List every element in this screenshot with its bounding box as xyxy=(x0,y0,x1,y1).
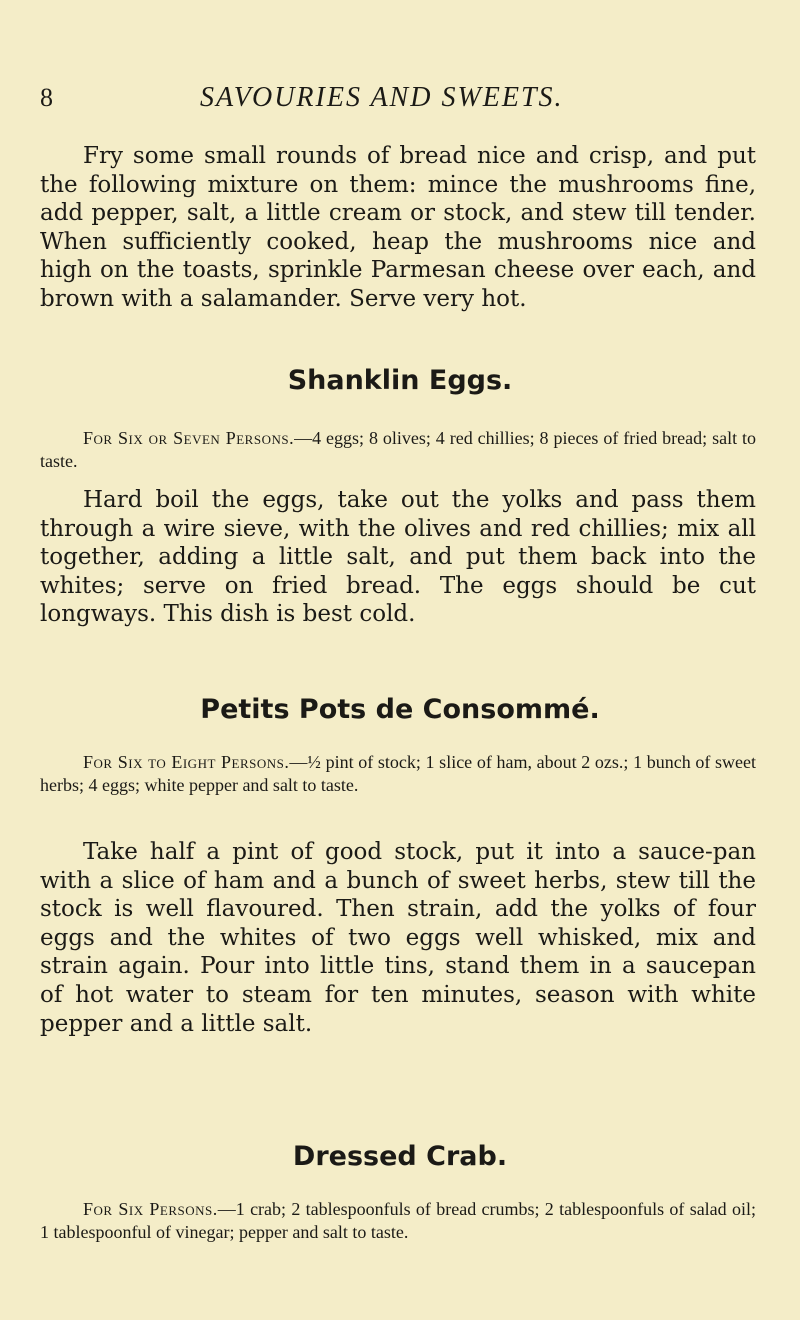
ingredients-shanklin-eggs xyxy=(40,427,756,473)
method-petits-pots: Take half a pint of good stock, put it into a sauce-pan with a slice of ham and a bunch of sweet herbs, stew till the stock is well flavoured. Then strain, add the yolks of four eggs and the whites of two eggs well whisked, mix and strain again. Pour into little tins, stand them in a saucepan of hot water to steam for ten minutes, season with white pepper and a little salt. xyxy=(40,839,756,1037)
page-number: 8 xyxy=(40,83,53,112)
ingredients-petits-pots xyxy=(40,751,756,797)
servings-petits-pots: For Six to Eight Persons. xyxy=(83,752,290,772)
servings-shanklin-eggs: For Six or Seven Persons. xyxy=(83,428,295,448)
running-title: SAVOURIES AND SWEETS. xyxy=(200,82,564,113)
method-shanklin-eggs: Hard boil the eggs, take out the yolks and pass them through a wire sieve, with the olives and red chillies; mix all together, adding a little salt, and put them back into the whites; serve on fried bread. The eggs should be cut longways. This dish is best cold. xyxy=(40,487,756,628)
ingredient-list-petits-pots: —½ pint of stock; 1 slice of ham, about 2 ozs.; 1 bunch of sweet herbs; 4 eggs; white pepper and salt to taste. xyxy=(40,752,756,795)
recipe-title-petits-pots: Petits Pots de Consommé. xyxy=(200,694,600,725)
ingredients-dressed-crab xyxy=(40,1198,756,1244)
intro-paragraph: Fry some small rounds of bread nice and crisp, and put the following mixture on them: mince the mushrooms fine, add pepper, salt, a little cream or stock, and stew till tender. When sufficiently cooked, heap the mushrooms nice and high on the toasts, sprinkle Parmesan cheese over each, and brown with a salamander. Serve very hot. xyxy=(40,143,756,312)
servings-dressed-crab: For Six Persons. xyxy=(83,1199,218,1219)
running-head xyxy=(0,82,800,122)
ingredient-list-shanklin-eggs: —4 eggs; 8 olives; 4 red chillies; 8 pieces of fried bread; salt to taste. xyxy=(40,428,756,471)
recipe-title-shanklin-eggs: Shanklin Eggs. xyxy=(287,365,513,396)
ingredient-list-dressed-crab: —1 crab; 2 tablespoonfuls of bread crumbs; 2 tablespoonfuls of salad oil; 1 tablespoonful of vinegar; pepper and salt to taste. xyxy=(40,1199,756,1242)
recipe-title-dressed-crab: Dressed Crab. xyxy=(292,1141,508,1172)
